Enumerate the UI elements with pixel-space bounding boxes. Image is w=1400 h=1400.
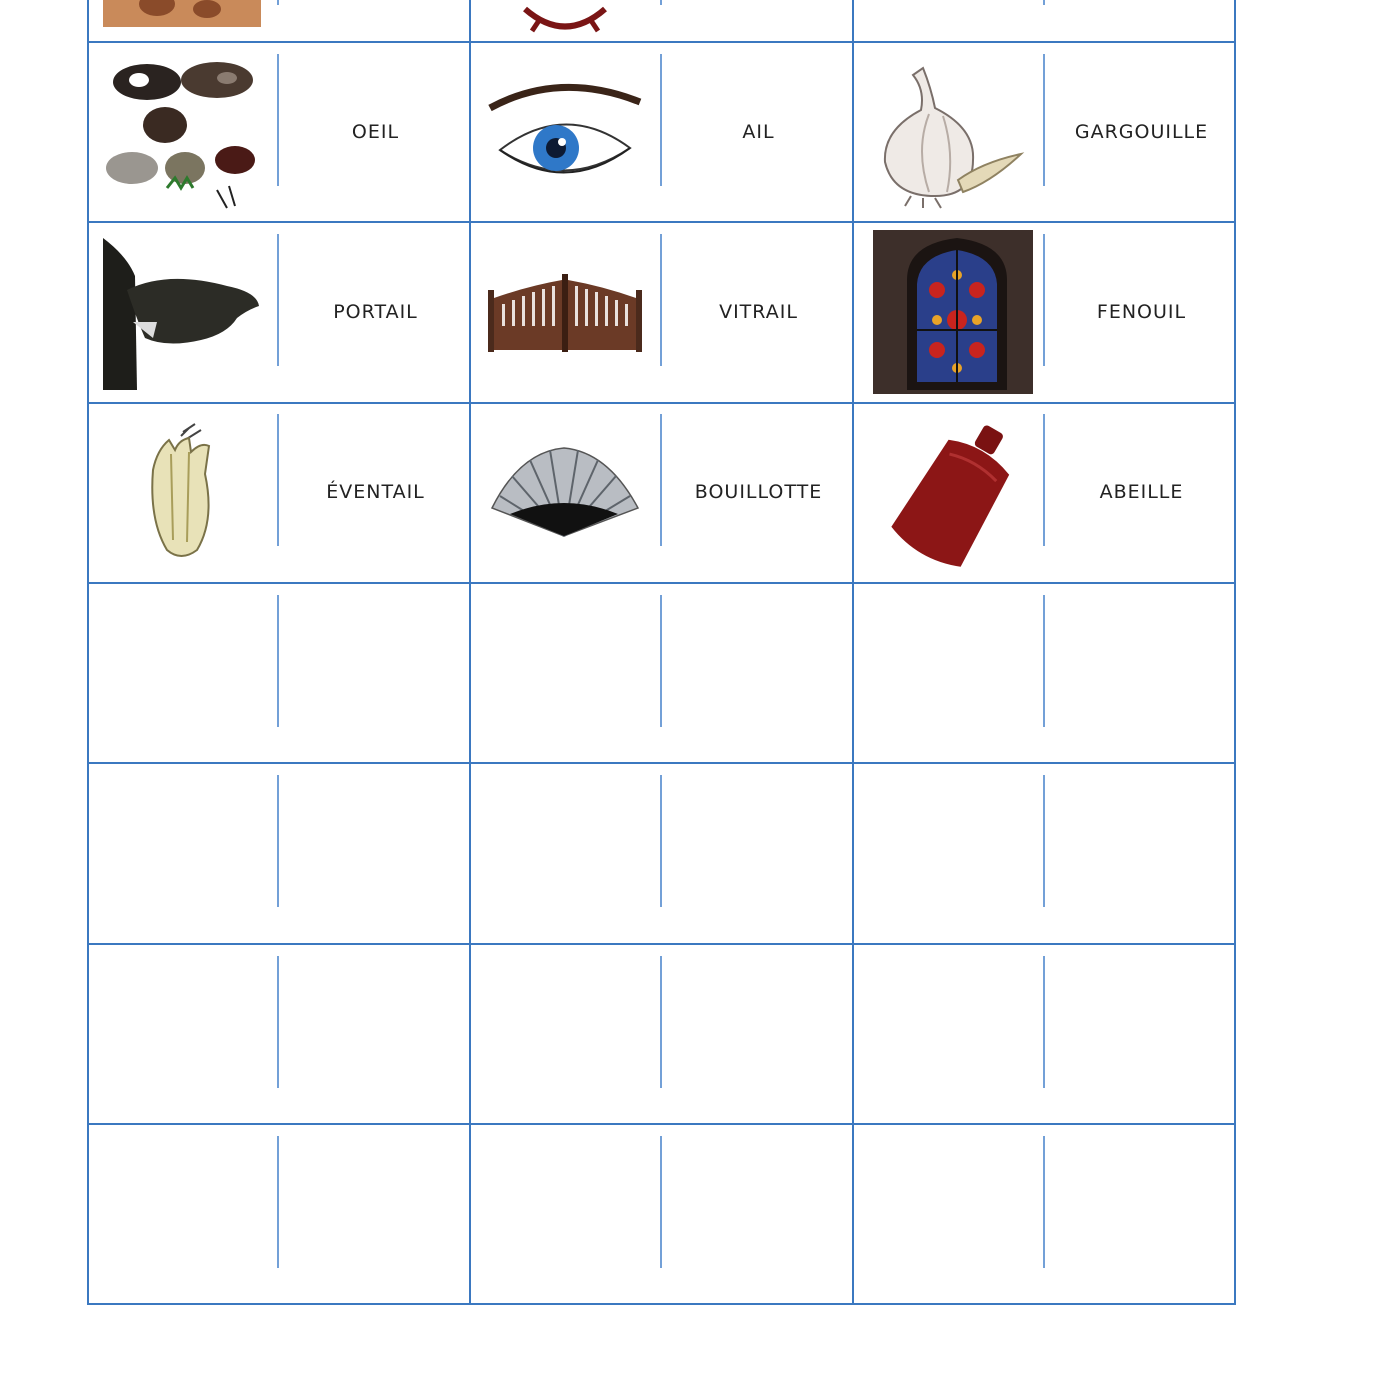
worksheet-cell <box>87 402 470 582</box>
worksheet-cell <box>87 583 470 763</box>
stained-glass-icon <box>863 230 1033 394</box>
worksheet-cell <box>470 944 853 1124</box>
cell-word: OEIL <box>351 121 400 143</box>
cell-word: PORTAIL <box>333 301 418 323</box>
worksheet-cell <box>470 222 853 402</box>
cell-word: GARGOUILLE <box>1074 121 1209 143</box>
cell-divider <box>1043 775 1045 907</box>
gate-icon <box>480 230 650 394</box>
cell-divider <box>660 595 662 727</box>
hot-water-bottle-icon <box>863 410 1033 574</box>
worksheet-cell <box>470 42 853 222</box>
fennel-icon <box>97 410 267 574</box>
worksheet-cell <box>853 583 1236 763</box>
cell-word <box>664 0 853 41</box>
cell-word: FENOUIL <box>1096 301 1187 323</box>
hand-fan-icon <box>480 410 650 574</box>
worksheet-cell <box>470 763 853 943</box>
garlic-icon <box>863 50 1033 214</box>
worksheet-cell <box>470 1124 853 1304</box>
cell-divider <box>277 0 279 5</box>
worksheet-cell <box>470 402 853 582</box>
cell-word: BOUILLOTTE <box>694 481 823 503</box>
worksheet-cell <box>853 763 1236 943</box>
cell-divider <box>277 54 279 186</box>
gargoyle-icon <box>97 230 267 394</box>
cell-word: ABEILLE <box>1099 481 1184 503</box>
cell-divider <box>1043 956 1045 1088</box>
cell-divider <box>660 414 662 546</box>
cell-divider <box>277 595 279 727</box>
worksheet-cell <box>87 944 470 1124</box>
cell-divider <box>1043 595 1045 727</box>
cell-divider <box>660 54 662 186</box>
cell-word: ÉVENTAIL <box>326 481 425 503</box>
cell-divider <box>1043 414 1045 546</box>
cell-word <box>1047 0 1236 41</box>
worksheet-cell <box>853 0 1236 41</box>
worksheet-cell <box>853 944 1236 1124</box>
cell-word: AIL <box>742 121 775 143</box>
worksheet-cell <box>470 583 853 763</box>
worksheet-cell <box>87 0 470 41</box>
cell-divider <box>1043 0 1045 5</box>
worksheet-cell <box>87 222 470 402</box>
worksheet-cell <box>87 763 470 943</box>
worksheet-cell <box>87 42 470 222</box>
cell-divider <box>1043 234 1045 366</box>
worksheet-cell <box>87 1124 470 1304</box>
cell-divider <box>277 234 279 366</box>
worksheet-cell <box>470 0 853 41</box>
partial-cow-icon <box>97 0 267 33</box>
cell-divider <box>660 0 662 5</box>
eye-icon <box>480 50 650 214</box>
cell-divider <box>1043 54 1045 186</box>
farm-animals-icon <box>97 50 267 214</box>
cell-word: VITRAIL <box>719 301 798 323</box>
partial-alarm-clock-icon <box>480 0 650 33</box>
cell-divider <box>660 775 662 907</box>
cell-divider <box>277 775 279 907</box>
worksheet-cell <box>853 402 1236 582</box>
cell-divider <box>1043 1136 1045 1268</box>
cell-divider <box>277 414 279 546</box>
worksheet-cell <box>853 1124 1236 1304</box>
cell-divider <box>660 234 662 366</box>
cell-divider <box>277 956 279 1088</box>
cell-divider <box>660 1136 662 1268</box>
cell-divider <box>277 1136 279 1268</box>
cell-word <box>281 0 470 41</box>
worksheet-grid <box>87 0 1236 1305</box>
worksheet-cell <box>853 42 1236 222</box>
worksheet-cell <box>853 222 1236 402</box>
cell-divider <box>660 956 662 1088</box>
